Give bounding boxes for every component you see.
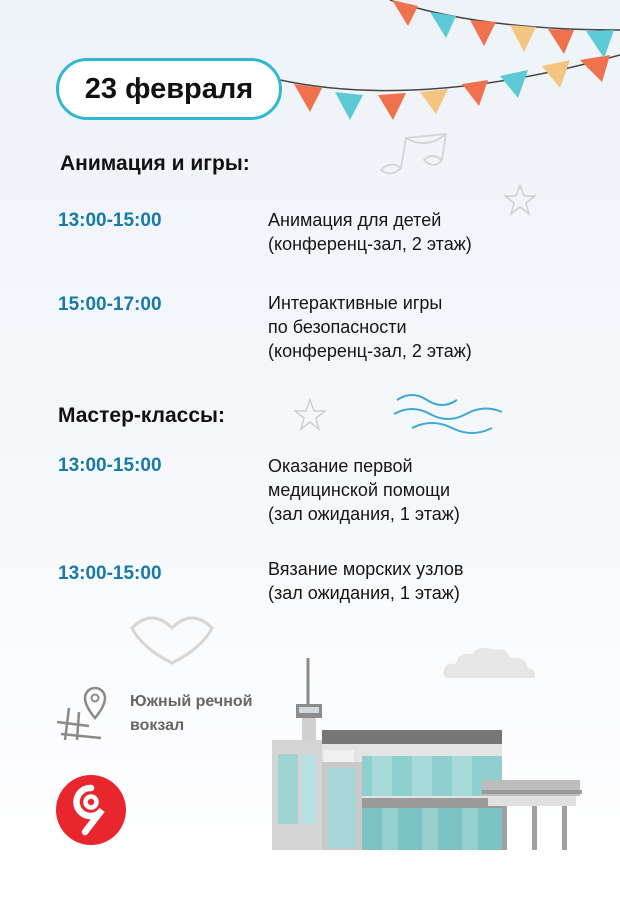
event-line: по безопасности: [268, 317, 407, 337]
river-station-building: [262, 658, 582, 850]
event-time: 13:00-15:00: [58, 563, 162, 584]
event-time: 13:00-15:00: [58, 210, 162, 231]
event-line: Интерактивные игры: [268, 293, 443, 313]
event-line: Вязание морских узлов: [268, 559, 464, 579]
event-line: медицинской помощи: [268, 480, 451, 500]
event-time: 15:00-17:00: [58, 294, 162, 315]
bunting-decoration: [280, 0, 620, 130]
event-line: Оказание первой: [268, 456, 413, 476]
event-description: [268, 557, 463, 605]
star-doodle: [503, 183, 537, 217]
heart-doodle: [122, 608, 226, 668]
event-line: (конференц-зал, 2 этаж): [268, 234, 472, 254]
event-line: Анимация для детей: [268, 210, 442, 230]
section-title-animation: Анимация и игры:: [60, 152, 250, 175]
metro-logo-icon: [55, 774, 127, 846]
map-pin-icon: [55, 682, 113, 742]
event-time: 13:00-15:00: [58, 455, 162, 476]
date-text: 23 февраля: [84, 72, 254, 105]
event-line: (зал ожидания, 1 этаж): [268, 504, 460, 524]
date-badge: [56, 58, 282, 120]
location-line: Южный речной: [130, 693, 253, 710]
star-doodle-2: [293, 398, 327, 432]
music-note-doodle: [376, 130, 466, 180]
event-line: (конференц-зал, 2 этаж): [268, 341, 472, 361]
wave-doodle: [392, 390, 512, 435]
section-title-masterclasses: Мастер-классы:: [58, 404, 225, 427]
event-description: [268, 208, 472, 256]
event-description: [268, 291, 472, 363]
event-description: [268, 454, 460, 526]
event-line: (зал ожидания, 1 этаж): [268, 583, 460, 603]
location-label: [130, 690, 252, 738]
location-line: вокзал: [130, 717, 185, 734]
